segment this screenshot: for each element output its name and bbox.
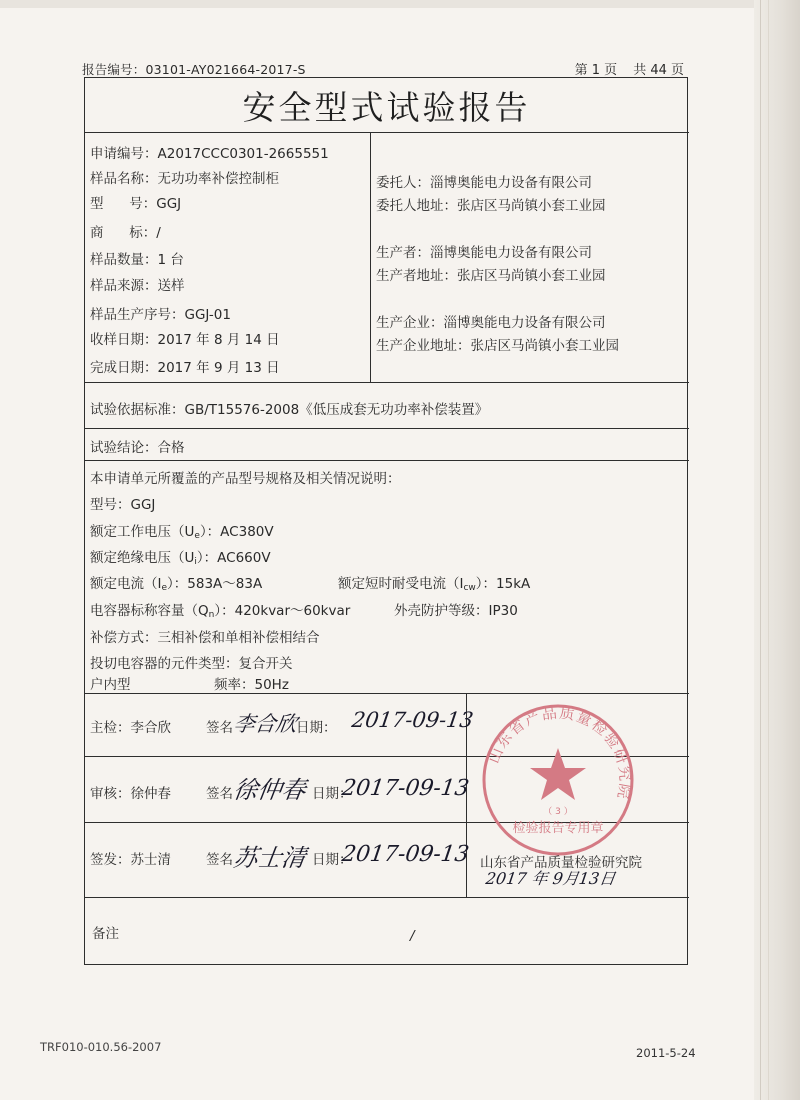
- sign-label-issuer: 签名: [206, 852, 233, 868]
- info-manufacturer-address: 生产企业地址：张店区马尚镇小套工业园: [376, 338, 619, 354]
- remarks-label: 备注: [92, 926, 119, 942]
- report-title: 安全型式试验报告: [242, 88, 531, 127]
- sign-role-inspector: 主检：李合欣: [90, 720, 171, 736]
- test-conclusion: 试验结论：合格: [90, 440, 185, 456]
- sign-role-reviewer: 审核：徐仲春: [90, 786, 171, 802]
- info-application-no: 申请编号：A2017CCC0301-2665551: [90, 146, 329, 162]
- info-completed-date: 完成日期：2017 年 9 月 13 日: [90, 360, 280, 376]
- info-producer: 生产者：淄博奥能电力设备有限公司: [376, 245, 592, 261]
- sign-role-issuer: 签发：苏士清: [90, 852, 171, 868]
- info-source: 样品来源：送样: [90, 278, 185, 294]
- scope-frequency: 频率：50Hz: [214, 677, 289, 693]
- page-right-edge: [754, 0, 800, 1100]
- signature-issuer: 苏士清: [231, 844, 308, 872]
- scope-capacitor-capacity: 电容器标称容量$(Q_n)$：420kvar～60kvar: [90, 603, 351, 620]
- report-number: 报告编号：03101-AY021664-2017-S: [82, 62, 306, 77]
- info-client: 委托人：淄博奥能电力设备有限公司: [376, 175, 592, 191]
- date-inspector: 2017-09-13: [350, 708, 475, 732]
- date-issuer: 2017-09-13: [340, 842, 471, 867]
- divider-standard: [84, 428, 689, 429]
- page-indicator: [575, 59, 684, 78]
- divider-title: [84, 132, 689, 133]
- page-total: 共 44 页: [633, 63, 684, 78]
- divider-conclusion: [84, 460, 689, 461]
- issuer-date: 2017 年 9月13日: [484, 869, 617, 888]
- scope-indoor: 户内型: [90, 677, 131, 693]
- info-serial: 样品生产序号：GGJ-01: [90, 307, 231, 323]
- date-label-issuer: 日期：: [312, 852, 353, 868]
- test-standard: 试验依据标准：GB/T15576-2008《低压成套无功功率补偿装置》: [90, 402, 489, 418]
- info-sample-name: 样品名称：无功功率补偿控制柜: [90, 171, 279, 187]
- form-date: 2011-5-24: [636, 1046, 696, 1060]
- scope-switch-type: 投切电容器的元件类型：复合开关: [90, 656, 293, 672]
- scope-intro: 本申请单元所覆盖的产品型号规格及相关情况说明：: [90, 471, 401, 487]
- info-trademark: 商 标：/: [90, 225, 161, 241]
- page-current: 第 1 页: [574, 63, 618, 78]
- signature-inspector: 李合欣: [232, 712, 299, 736]
- info-received-date: 收样日期：2017 年 8 月 14 日: [90, 332, 280, 348]
- divider-info-vertical: [370, 132, 371, 382]
- remarks-value: /: [410, 928, 415, 944]
- scope-short-time-current: 额定短时耐受电流$(I_{cw})$：15kA: [338, 576, 531, 593]
- info-manufacturer: 生产企业：淄博奥能电力设备有限公司: [376, 315, 606, 331]
- seal-inner-text: 检验报告专用章: [512, 821, 604, 836]
- issuer-org: 山东省产品质量检验研究院: [480, 855, 642, 871]
- divider-scope: [84, 693, 689, 694]
- scope-ip-rating: 外壳防护等级：IP30: [394, 603, 518, 619]
- scope-rated-voltage: 额定工作电压$(U_e)$：AC380V: [90, 524, 274, 541]
- sign-label-reviewer: 签名: [206, 786, 233, 802]
- page-top-edge: [0, 0, 800, 8]
- date-label-reviewer: 日期：: [312, 786, 353, 802]
- seal-ring-text: 山东省产品质量检验研究院: [484, 703, 635, 802]
- scope-model: 型号：GGJ: [90, 497, 156, 513]
- info-model: 型 号：GGJ: [90, 196, 182, 212]
- divider-info: [84, 382, 689, 383]
- info-client-address: 委托人地址：张店区马尚镇小套工业园: [376, 198, 606, 214]
- signature-reviewer: 徐仲春: [231, 776, 308, 804]
- form-code: TRF010-010.56-2007: [40, 1040, 162, 1054]
- date-reviewer: 2017-09-13: [340, 776, 471, 801]
- date-label-inspector: 日期：: [296, 720, 337, 736]
- scope-rated-current: 额定电流$(I_e)$：583A～83A: [90, 576, 263, 593]
- inspection-seal: [478, 700, 638, 860]
- scope-insulation-voltage: 额定绝缘电压$(U_i)$：AC660V: [90, 550, 271, 567]
- sign-label-inspector: 签名: [206, 720, 233, 736]
- info-quantity: 样品数量：1 台: [90, 252, 184, 268]
- divider-sign-3: [84, 897, 689, 898]
- seal-star-icon: [530, 748, 586, 800]
- scope-compensation: 补偿方式：三相补偿和单相补偿相结合: [90, 630, 320, 646]
- info-producer-address: 生产者地址：张店区马尚镇小套工业园: [376, 268, 606, 284]
- seal-code: （ 3 ）: [543, 807, 573, 817]
